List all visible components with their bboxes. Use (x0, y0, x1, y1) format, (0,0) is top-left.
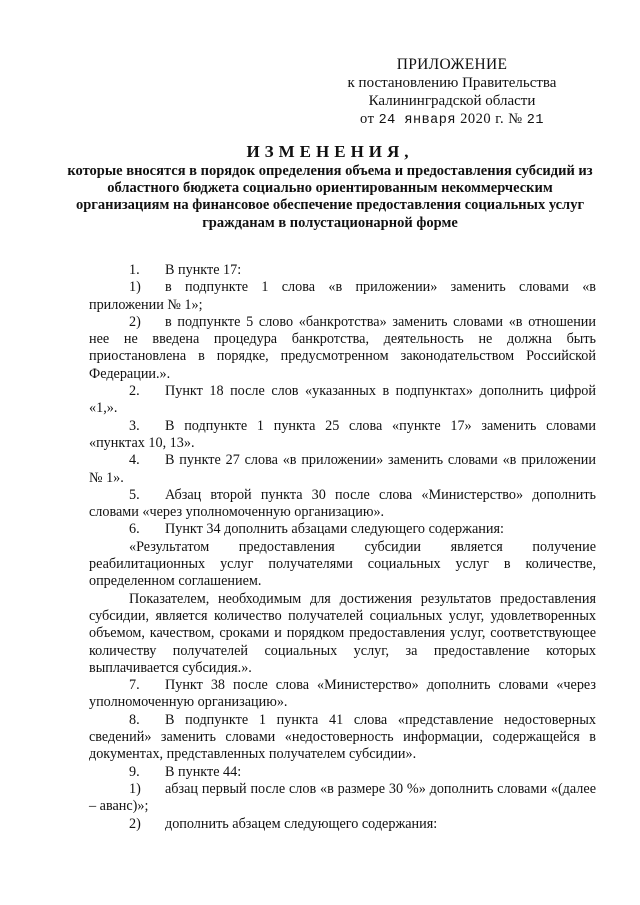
paragraph (89, 262, 596, 279)
paragraph-number: 4. (129, 452, 140, 469)
paragraph-number: 1. (129, 262, 140, 278)
paragraph-number: 5. (129, 486, 140, 503)
paragraph-number: 1) (129, 780, 141, 797)
paragraph (89, 521, 596, 538)
date-value: 24 января (378, 113, 456, 128)
paragraph (89, 314, 596, 383)
paragraph (89, 816, 596, 833)
paragraph-text: Пункт 18 после слов «указанных в подпунктах» дополнить цифрой «1,». (89, 383, 596, 417)
paragraph-text: Пункт 34 дополнить абзацами следующего содержания: (165, 521, 504, 538)
paragraph-number: 2) (129, 313, 141, 330)
date-prefix: от (360, 111, 375, 127)
paragraph-text: Пункт 38 после слова «Министерство» дополнить словами «через уполномоченную организацию». (89, 677, 596, 711)
paragraph (89, 487, 596, 522)
paragraph-number: 9. (129, 763, 140, 780)
appendix-title: ПРИЛОЖЕНИЕ (396, 56, 508, 73)
paragraph-number: 3. (129, 417, 140, 434)
paragraph (89, 452, 596, 487)
paragraph (89, 383, 596, 418)
date-year: 2020 г. № (460, 111, 523, 127)
paragraph-text: Показателем, необходимым для достижения результатов предоставления субсидии, является количество получателей социальных услуг, удовлетворенных объемом, качеством, сроками и порядком предоставления услуг, соответствующее количеству получателей социальных услуг, за предоставление которых выплачивается субсидия.». (89, 590, 596, 676)
paragraph (89, 418, 596, 453)
paragraph-text: В подпункте 1 пункта 41 слова «представление недостоверных сведений» заменить словами «недостоверность информации, содержащейся в документах, представленных получателем субсидии». (89, 711, 596, 763)
paragraph-text: в подпункте 1 слова «в приложении» заменить словами «в приложении № 1»; (89, 279, 596, 313)
paragraph-text: В подпункте 1 пункта 25 слова «пункте 17» заменить словами «пунктах 10, 13». (89, 417, 596, 451)
paragraph-number: 6. (129, 521, 140, 538)
paragraph (89, 279, 596, 314)
appendix-line-1: к постановлению Правительства (347, 75, 557, 91)
paragraph-number: 1) (129, 279, 141, 296)
paragraph (89, 712, 596, 764)
title-main: ИЗМЕНЕНИЯ, (246, 142, 414, 161)
paragraph-text: Абзац второй пункта 30 после слова «Министерство» дополнить словами «через уполномоченную организацию». (89, 486, 596, 521)
paragraph-number: 8. (129, 711, 140, 728)
appendix-header (322, 56, 582, 130)
paragraph-text: В пункте 44: (165, 763, 242, 780)
paragraph-text: в подпункте 5 слово «банкротства» заменить словами «в отношении нее не введена процедура банкротства, деятельность не должна быть приостановлена в порядке, предусмотренном законодательством Российской Федерации.». (89, 313, 596, 382)
paragraph (89, 764, 596, 781)
paragraph-text: дополнить абзацем следующего содержания: (165, 815, 438, 832)
paragraph (89, 677, 596, 712)
document-body (89, 262, 596, 833)
title-subtitle: которые вносятся в порядок определения объема и предоставления субсидий из областного бюджета социально ориентированным некоммерческим организациям на финансовое обеспечение предоставления социальных услуг гражданам в полустационарной форме (67, 163, 593, 231)
paragraph (89, 539, 596, 591)
paragraph-number: 7. (129, 677, 140, 694)
paragraph (89, 591, 596, 677)
paragraph-text: «Результатом предоставления субсидии является получение реабилитационных услуг получателями социальных услуг в количестве, определенном соглашением. (89, 538, 596, 590)
paragraph-number: 2) (129, 815, 141, 832)
paragraph-text: В пункте 27 слова «в приложении» заменить словами «в приложении № 1». (89, 452, 596, 486)
appendix-line-2: Калининградской области (368, 93, 536, 109)
paragraph-text: абзац первый после слов «в размере 30 %» дополнить словами «(далее – аванс)»; (89, 780, 596, 815)
paragraph-number: 2. (129, 383, 140, 400)
paragraph-text: В пункте 17: (165, 262, 242, 278)
document-title (60, 141, 600, 232)
paragraph (89, 781, 596, 816)
document-number: 21 (526, 113, 544, 128)
appendix-date-line (322, 110, 582, 130)
